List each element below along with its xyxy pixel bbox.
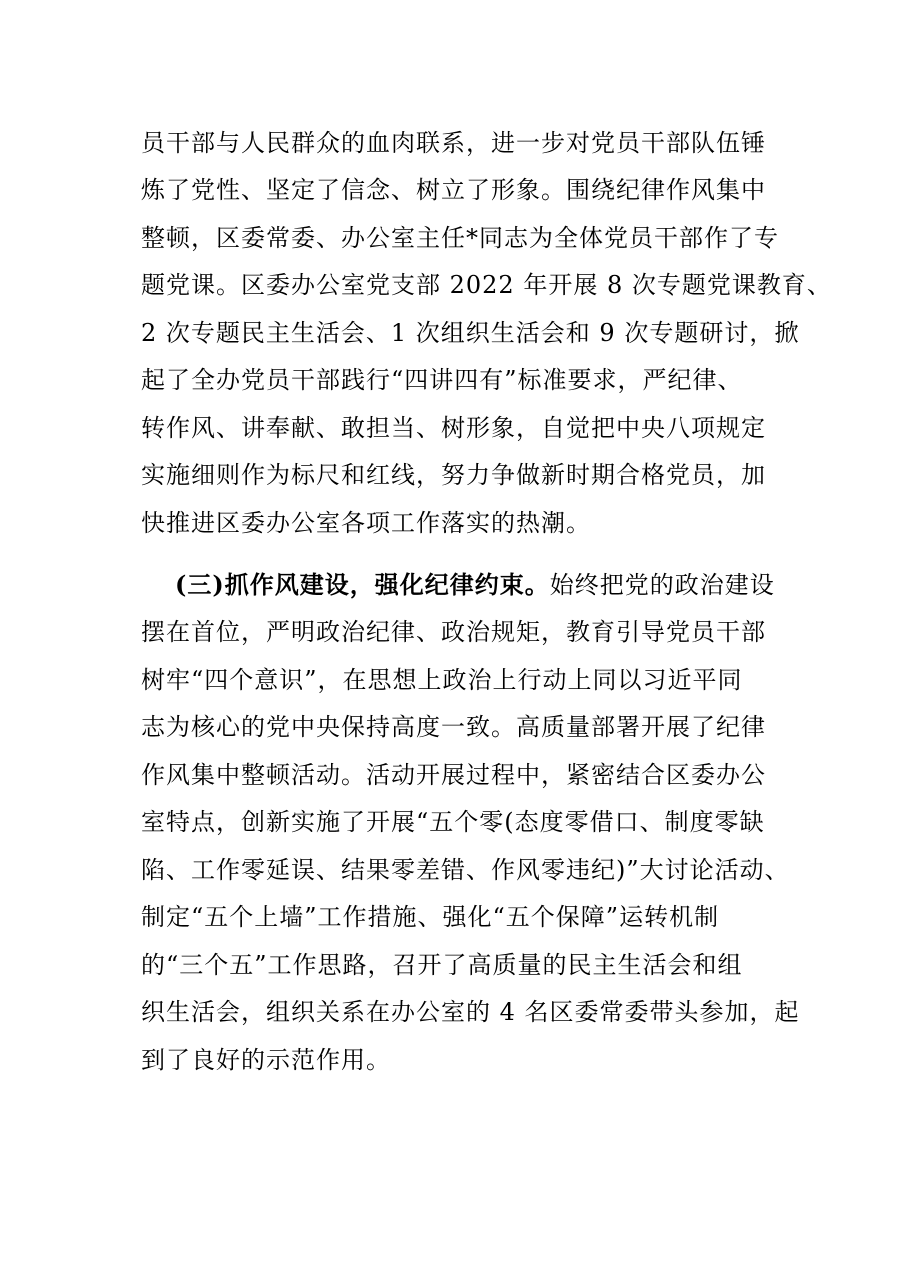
body-text-line: 整顿，区委常委、办公室主任*同志为全体党员干部作了专 <box>141 224 779 252</box>
body-text-line: 陷、工作零延误、结果零差错、作风零违纪)”大讨论活动、 <box>141 856 790 884</box>
body-text-line: 作风集中整顿活动。活动开展过程中，紧密结合区委办公 <box>141 761 766 789</box>
body-text-line: 摆在首位，严明政治纪律、政治规矩，教育引导党员干部 <box>141 618 766 646</box>
body-text-line: 员干部与人民群众的血肉联系，进一步对党员干部队伍锤 <box>141 129 766 157</box>
body-text-line: 炼了党性、坚定了信念、树立了形象。围绕纪律作风集中 <box>141 176 766 204</box>
body-text-line: 的“三个五”工作思路，召开了高质量的民主生活会和组 <box>141 951 743 979</box>
body-text-line: 实施细则作为标尺和红线，努力争做新时期合格党员，加 <box>141 461 766 489</box>
body-text-line: 题党课。区委办公室党支部 2022 年开展 8 次专题党课教育、 <box>141 271 832 299</box>
body-text-line: 织生活会，组织关系在办公室的 4 名区委常委带头参加，起 <box>141 998 800 1026</box>
section-first-line <box>175 565 785 605</box>
body-text-line: 制定“五个上墙”工作措施、强化“五个保障”运转机制 <box>141 903 720 931</box>
body-text-line: 起了全办党员干部践行“四讲四有”标准要求，严纪律、 <box>141 366 743 394</box>
body-text-line: 转作风、讲奉献、敢担当、树形象，自觉把中央八项规定 <box>141 414 766 442</box>
body-text-line: 快推进区委办公室各项工作落实的热潮。 <box>141 509 591 537</box>
section-heading: (三)抓作风建设，强化纪律约束。 <box>175 570 550 599</box>
body-text-line: 志为核心的党中央保持高度一致。高质量部署开展了纪律 <box>141 713 766 741</box>
body-text-line: 树牢“四个意识”，在思想上政治上行动上同以习近平同 <box>141 666 743 694</box>
body-text-line: 到了良好的示范作用。 <box>141 1046 391 1074</box>
section-first-line-text: 始终把党的政治建设 <box>549 571 775 599</box>
body-text-line: 2 次专题民主生活会、1 次组织生活会和 9 次专题研讨，掀 <box>141 319 800 347</box>
body-text-line: 室特点，创新实施了开展“五个零(态度零借口、制度零缺 <box>141 808 765 836</box>
